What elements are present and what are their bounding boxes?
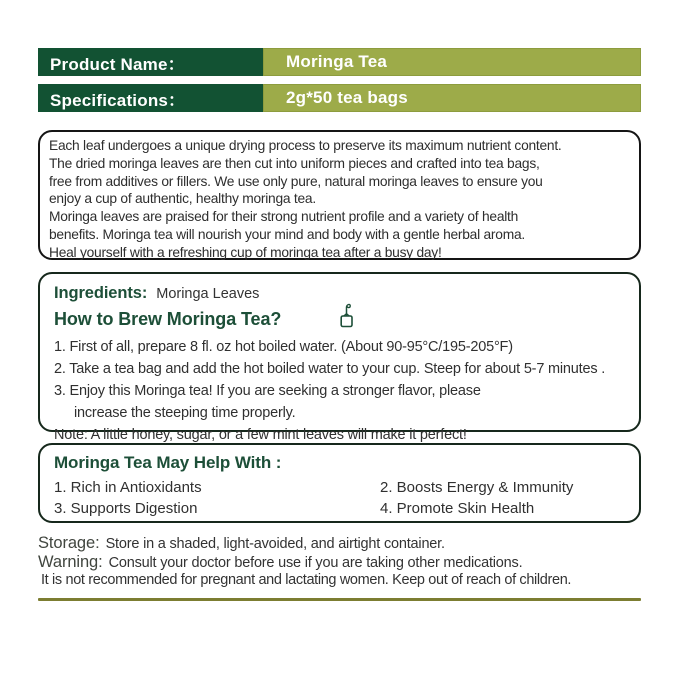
specifications-value: 2g*50 tea bags xyxy=(263,84,641,112)
storage-warning-section xyxy=(38,534,641,601)
product-name-row xyxy=(38,48,641,76)
warning-text-continuation: It is not recommended for pregnant and lactating women. Keep out of reach of children. xyxy=(41,572,572,588)
description-line: The dried moringa leaves are then cut into uniform pieces and crafted into tea bags, xyxy=(49,155,540,171)
benefit-item: 2. Boosts Energy & Immunity xyxy=(380,479,574,496)
description-line: Each leaf undergoes a unique drying process to preserve its maximum nutrient content. xyxy=(49,138,562,153)
description-line: Heal yourself with a refreshing cup of moringa tea after a busy day! xyxy=(49,244,442,260)
bottom-divider xyxy=(38,598,641,601)
brew-step: 1. First of all, prepare 8 fl. oz hot boiled water. (About 90-95°C/195-205°F) xyxy=(54,339,513,355)
benefit-item: 3. Supports Digestion xyxy=(54,500,198,517)
benefits-list xyxy=(54,477,625,519)
ingredients-value: Moringa Leaves xyxy=(156,286,260,302)
specifications-row xyxy=(38,84,641,112)
product-name-value: Moringa Tea xyxy=(263,48,641,76)
warning-label: Warning: xyxy=(38,553,103,571)
storage-line xyxy=(38,534,641,553)
brew-step: 2. Take a tea bag and add the hot boiled water to your cup. Steep for about 5-7 minutes . xyxy=(54,361,606,377)
description-line: enjoy a cup of authentic, healthy moringa tea. xyxy=(49,191,316,207)
brew-instructions-box xyxy=(38,272,641,443)
benefit-item: 1. Rich in Antioxidants xyxy=(54,479,202,496)
description-line: benefits. Moringa tea will nourish your mind and body with a gentle herbal aroma. xyxy=(49,226,525,242)
brew-heading-line xyxy=(54,306,625,332)
brew-step: 3. Enjoy this Moringa tea! If you are seeking a stronger flavor, please xyxy=(54,383,481,399)
ingredients-label: Ingredients: xyxy=(54,284,148,302)
benefit-item: 4. Promote Skin Health xyxy=(380,500,535,517)
benefits-box xyxy=(38,443,641,523)
description-line: free from additives or fillers. We use only pure, natural moringa leaves to ensure you xyxy=(49,173,543,189)
brew-note: Note: A little honey, sugar, or a few mint leaves will make it perfect! xyxy=(54,427,467,443)
brew-heading: How to Brew Moringa Tea? xyxy=(54,308,282,329)
product-header xyxy=(38,48,641,112)
benefits-heading: Moringa Tea May Help With : xyxy=(54,453,282,472)
specifications-label: Specifications： xyxy=(38,84,263,112)
product-name-label: Product Name： xyxy=(38,48,263,76)
teabag-icon xyxy=(337,300,356,335)
description-box xyxy=(38,130,641,260)
brew-step-continuation: increase the steeping time properly. xyxy=(74,405,296,421)
storage-text: Store in a shaded, light-avoided, and airtight container. xyxy=(105,536,445,552)
brew-steps xyxy=(54,336,625,446)
warning-line xyxy=(38,553,641,572)
description-line: Moringa leaves are praised for their strong nutrient profile and a variety of health xyxy=(49,209,519,225)
warning-text: Consult your doctor before use if you are taking other medications. xyxy=(108,555,523,571)
storage-label: Storage: xyxy=(38,534,100,552)
label-content xyxy=(38,48,641,601)
